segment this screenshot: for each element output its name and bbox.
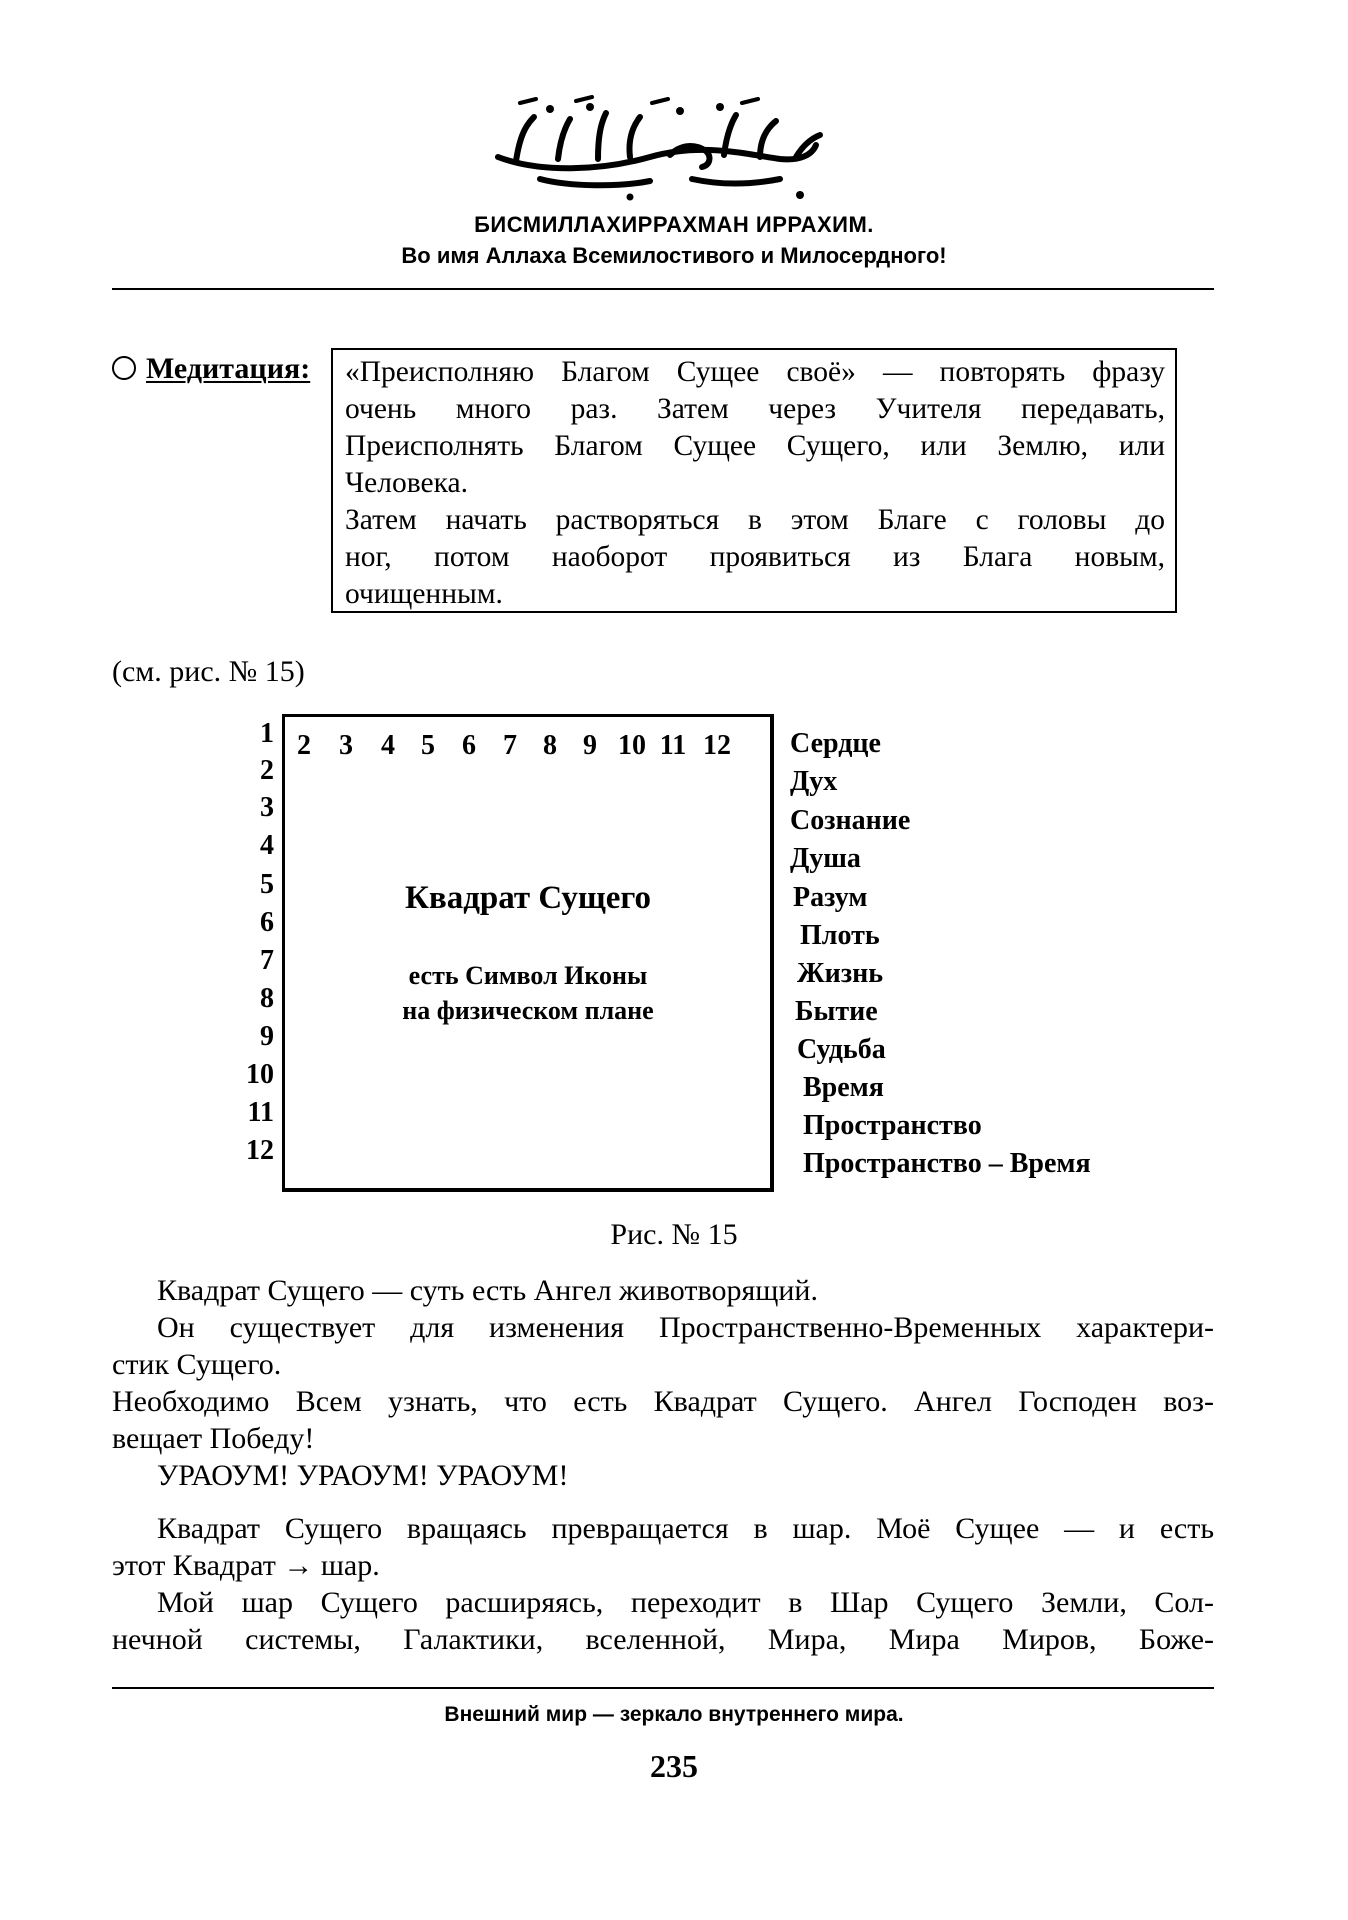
row-label: Дух <box>790 766 838 797</box>
meditation-line: «Преисполняю Благом Сущее своё» — повторять фразу <box>345 356 1165 388</box>
column-number: 9 <box>583 730 597 761</box>
row-number: 2 <box>260 755 274 786</box>
body-line <box>112 1547 1214 1584</box>
row-label: Пространство <box>803 1110 982 1141</box>
body-line-text: Квадрат Сущего — суть есть Ангел животворящий. <box>157 1274 818 1307</box>
body-line-text: нечной системы, Галактики, вселенной, Мира, Мира Миров, Боже- <box>112 1623 1214 1656</box>
square-frame <box>282 714 772 1189</box>
meditation-box <box>331 348 1177 613</box>
column-number: 7 <box>503 730 517 761</box>
frame-bottom-line <box>282 1188 774 1192</box>
row-number: 8 <box>260 983 274 1014</box>
meditation-label-text: Медитация: <box>146 352 311 385</box>
row-label: Сознание <box>790 805 911 836</box>
figure-subtitle-line: есть Символ Иконы <box>408 961 648 990</box>
body-line <box>112 1346 1214 1383</box>
figure-caption: Рис. № 15 <box>610 1218 738 1251</box>
frame-right-line <box>770 714 774 1192</box>
body-line-text: Необходимо Всем узнать, что есть Квадрат Сущего. Ангел Господен воз- <box>112 1385 1214 1418</box>
row-label: Сердце <box>790 728 881 759</box>
figure-title: Квадрат Сущего <box>404 880 652 916</box>
body-line <box>112 1457 1214 1494</box>
header-divider <box>112 288 1214 290</box>
body-line-text: Мой шар Сущего расширяясь, переходит в Шар Сущего Земли, Сол- <box>157 1586 1214 1619</box>
footer-divider <box>112 1687 1214 1689</box>
row-label: Бытие <box>795 996 878 1027</box>
frame-top-line <box>282 714 770 717</box>
row-number: 7 <box>260 945 274 976</box>
row-number: 5 <box>260 869 274 900</box>
body-line <box>112 1272 1214 1309</box>
column-number: 2 <box>297 730 311 761</box>
row-number: 1 <box>260 718 274 749</box>
meditation-line: очень много раз. Затем через Учителя передавать, <box>345 393 1165 425</box>
page-number: 235 <box>650 1748 698 1784</box>
body-line-text: вещает Победу! <box>112 1422 315 1455</box>
body-line-text: Квадрат Сущего вращаясь превращается в шар. Моё Сущее — и есть <box>157 1512 1214 1545</box>
body-line-text: Он существует для изменения Пространственно-Временных характери- <box>157 1311 1214 1344</box>
column-number: 3 <box>339 730 353 761</box>
column-number: 11 <box>659 730 687 761</box>
row-number: 12 <box>246 1135 274 1166</box>
body-line <box>112 1621 1214 1658</box>
footer-motto: Внешний мир — зеркало внутреннего мира. <box>444 1703 904 1726</box>
column-number: 10 <box>618 730 646 761</box>
row-label: Плоть <box>800 920 880 951</box>
frame-left-line <box>282 714 285 1189</box>
row-number: 9 <box>260 1021 274 1052</box>
row-label: Судьба <box>797 1034 886 1065</box>
meditation-line: Человека. <box>345 467 468 499</box>
meditation-line: очищенным. <box>345 578 503 610</box>
body-line <box>112 1383 1214 1420</box>
figure-reference: (см. рис. № 15) <box>112 655 305 688</box>
header-title: БИСМИЛЛАХИРРАХМАН ИРРАХИМ. <box>474 212 874 237</box>
body-line-text: УРАОУМ! УРАОУМ! УРАОУМ! <box>157 1459 569 1492</box>
figure-subtitle-line: на физическом плане <box>402 996 654 1025</box>
row-number: 3 <box>260 792 274 823</box>
row-label: Душа <box>790 843 861 874</box>
basmala-calligraphy <box>0 95 1348 205</box>
row-number: 4 <box>260 830 274 861</box>
header-subtitle: Во имя Аллаха Всемилостивого и Милосердного! <box>401 243 947 268</box>
column-number: 4 <box>381 730 395 761</box>
row-number: 10 <box>246 1059 274 1090</box>
body-line <box>112 1420 1214 1457</box>
row-number: 11 <box>247 1097 274 1128</box>
body-line <box>112 1309 1214 1346</box>
column-number: 6 <box>462 730 476 761</box>
row-number: 6 <box>260 907 274 938</box>
column-number: 8 <box>543 730 557 761</box>
body-line <box>112 1584 1214 1621</box>
body-line-text: стик Сущего. <box>112 1348 282 1381</box>
body-line-text: этот Квадрат → шар. <box>112 1549 380 1582</box>
column-number: 5 <box>421 730 435 761</box>
column-number: 12 <box>703 730 731 761</box>
body-line <box>112 1510 1214 1547</box>
row-label: Пространство – Время <box>803 1148 1091 1179</box>
meditation-label <box>112 352 310 386</box>
meditation-line: Преисполнять Благом Сущее Сущего, или Землю, или <box>345 430 1165 462</box>
meditation-line: Затем начать растворяться в этом Благе с головы до <box>345 504 1165 536</box>
circle-bullet-icon <box>112 356 136 380</box>
row-label: Разум <box>793 882 868 913</box>
row-label: Жизнь <box>797 958 884 989</box>
meditation-line: ног, потом наоборот проявиться из Блага новым, <box>345 541 1165 573</box>
row-label: Время <box>803 1072 884 1103</box>
